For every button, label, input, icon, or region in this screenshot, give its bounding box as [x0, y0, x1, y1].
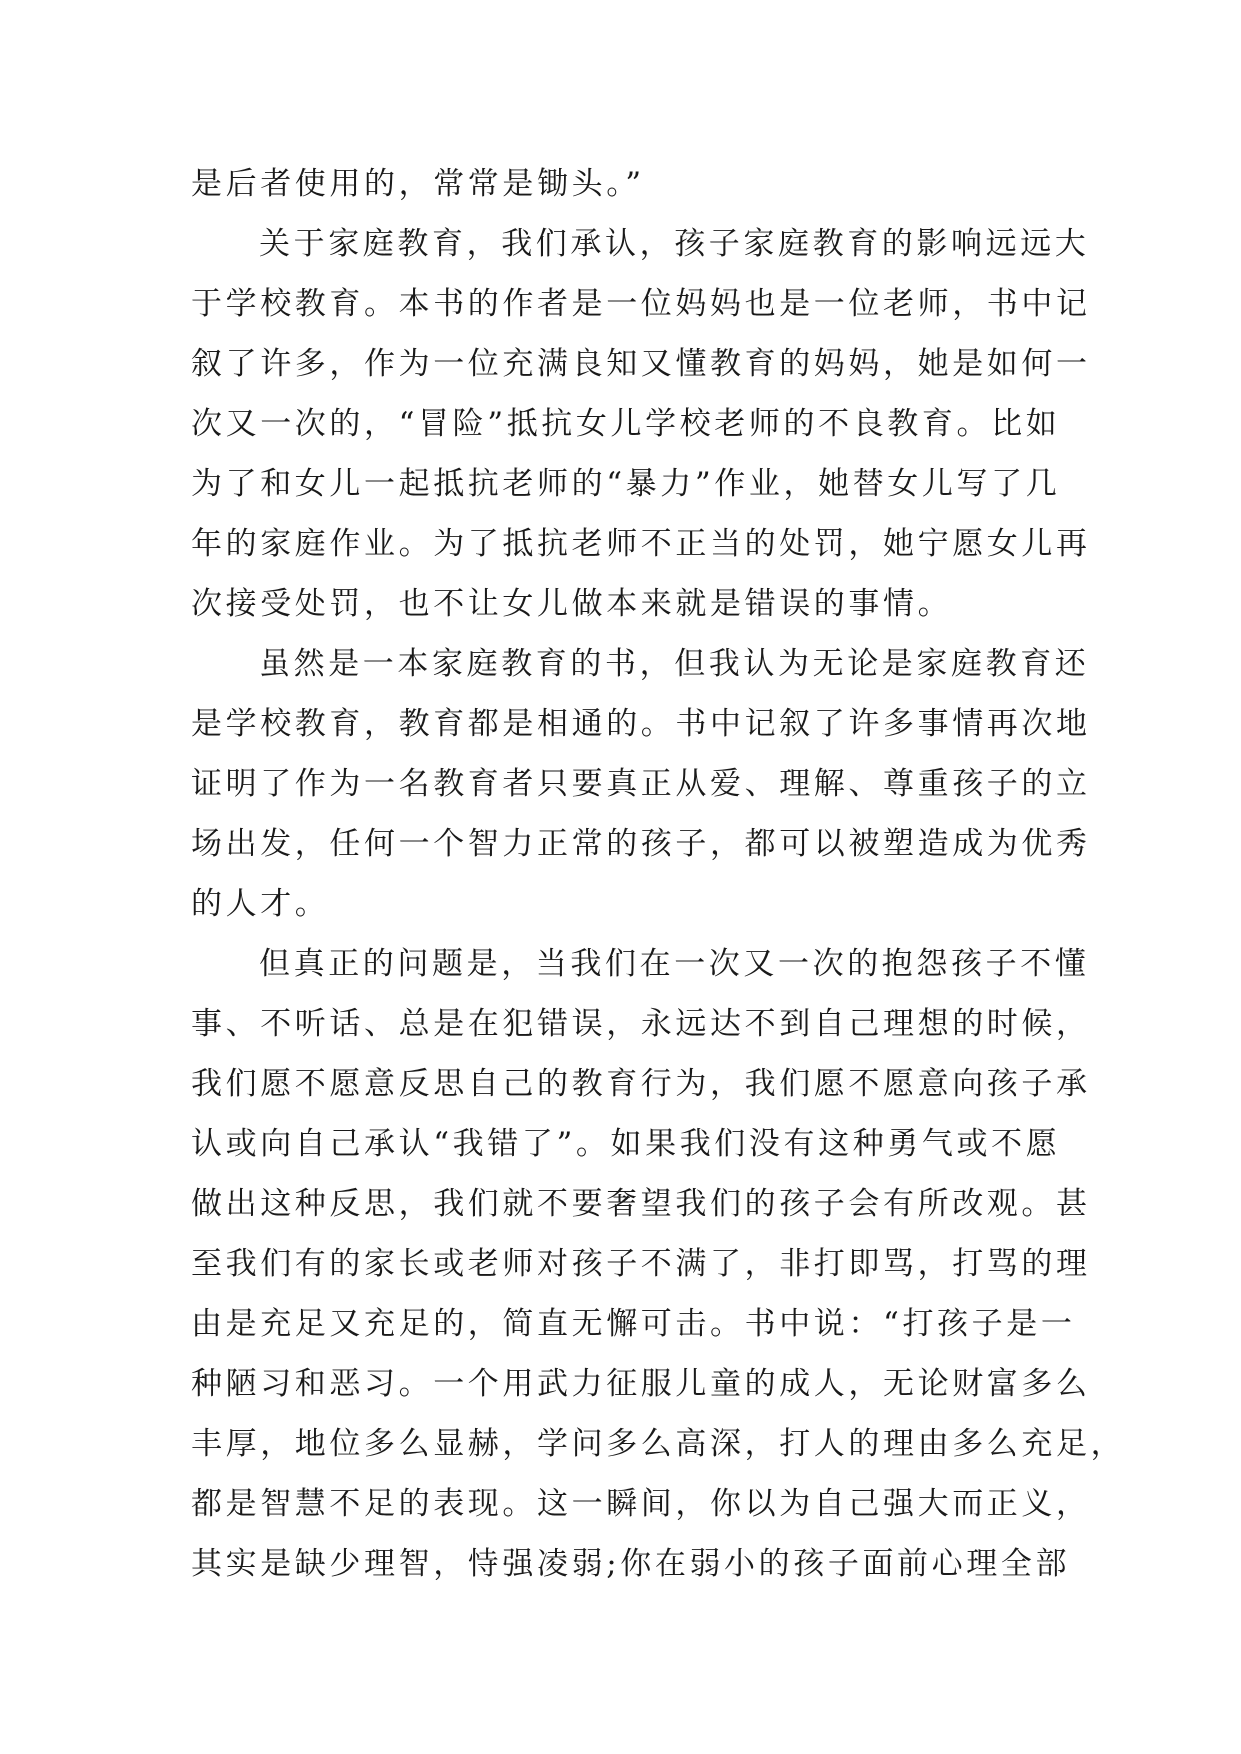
body-text: [191, 154, 1126, 1594]
text-line: 叙了许多，作为一位充满良知又懂教育的妈妈，她是如何一: [191, 346, 1091, 382]
text-line: 由是充足又充足的，简直无懈可击。书中说：“打孩子是一: [191, 1306, 1076, 1342]
text-line: 的人才。: [191, 886, 330, 922]
text-line: 其实是缺少理智，恃强凌弱;你在弱小的孩子面前心理全部: [191, 1546, 1071, 1582]
text-line: 至我们有的家长或老师对孩子不满了，非打即骂，打骂的理: [191, 1246, 1091, 1282]
text-line: 次接受处罚，也不让女儿做本来就是错误的事情。: [191, 586, 953, 622]
text-line: 年的家庭作业。为了抵抗老师不正当的处罚，她宁愿女儿再: [191, 526, 1091, 562]
text-line: 为了和女儿一起抵抗老师的“暴力”作业，她替女儿写了几: [191, 466, 1061, 502]
paragraph-start-line: 关于家庭教育，我们承认，孩子家庭教育的影响远远大: [259, 226, 1090, 262]
text-line: 丰厚，地位多么显赫，学问多么高深，打人的理由多么充足，: [191, 1426, 1126, 1462]
text-line: 于学校教育。本书的作者是一位妈妈也是一位老师，书中记: [191, 286, 1091, 322]
text-line: 次又一次的，“冒险”抵抗女儿学校老师的不良教育。比如: [191, 406, 1061, 442]
paragraph-start-line: 但真正的问题是，当我们在一次又一次的抱怨孩子不懂: [259, 946, 1090, 982]
text-line: 事、不听话、总是在犯错误，永远达不到自己理想的时候，: [191, 1006, 1091, 1042]
text-line: 都是智慧不足的表现。这一瞬间，你以为自己强大而正义，: [191, 1486, 1091, 1522]
text-line: 我们愿不愿意反思自己的教育行为，我们愿不愿意向孩子承: [191, 1066, 1091, 1102]
text-line: 种陋习和恶习。一个用武力征服儿童的成人，无论财富多么: [191, 1366, 1091, 1402]
text-line: 证明了作为一名教育者只要真正从爱、理解、尊重孩子的立: [191, 766, 1091, 802]
text-line: 认或向自己承认“我错了”。如果我们没有这种勇气或不愿: [191, 1126, 1061, 1162]
text-line: 场出发，任何一个智力正常的孩子，都可以被塑造成为优秀: [191, 826, 1091, 862]
paragraph-start-line: 虽然是一本家庭教育的书，但我认为无论是家庭教育还: [259, 646, 1090, 682]
text-line: 是后者使用的，常常是锄头。”: [191, 166, 645, 202]
text-line: 是学校教育，教育都是相通的。书中记叙了许多事情再次地: [191, 706, 1091, 742]
text-line: 做出这种反思，我们就不要奢望我们的孩子会有所改观。甚: [191, 1186, 1091, 1222]
